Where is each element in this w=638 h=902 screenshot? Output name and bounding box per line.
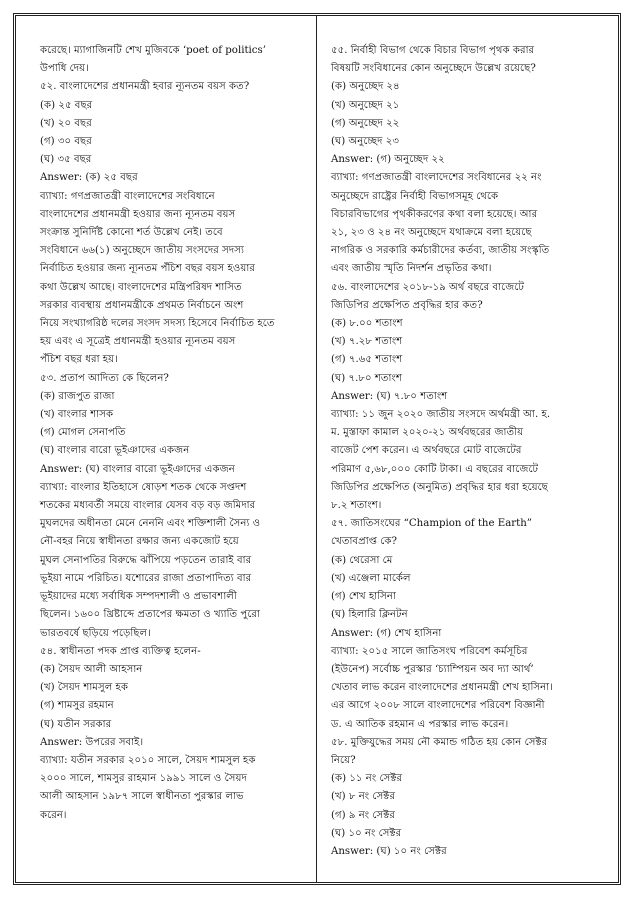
right-text-line: (ক) ৮.০০ শতাংশ: [331, 318, 403, 330]
left-text-line: কথা উল্লেখ আছে। বাংলাদেশের মন্ত্রিপরিষদ শাসিত: [40, 281, 242, 293]
right-column: [317, 16, 618, 882]
right-text-line: (খ) এঞ্জেলা মার্কেল: [331, 572, 411, 584]
right-text-line: অনুচ্ছেদে রাষ্ট্রের নির্বাহী বিভাগসমূহ থেকে: [331, 190, 499, 202]
left-text-line: পঁচিশ বছর ধরা হয়।: [40, 354, 118, 366]
right-text-line: (ঘ) ৭.৮০ শতাংশ: [331, 372, 402, 384]
left-text-line: ৫৪. স্বাধীনতা পদক প্রাপ্ত ব্যক্তিত্ব হলেন-: [40, 645, 201, 657]
left-text-line: Answer: (ঘ) বাংলার বারো ভূইঞাদের একজন: [40, 463, 235, 475]
right-text-line: ৫৫. নির্বাহী বিভাগ থেকে বিচার বিভাগ পৃথক করার: [331, 45, 535, 56]
right-text-line: Answer: (গ) শেখ হাসিনা: [331, 627, 442, 639]
left-text-line: উপাধি দেয়।: [40, 63, 89, 75]
right-text-line: (ক) ১১ নং সেক্টর: [331, 773, 403, 785]
left-text-line: (ক) রাজপুত রাজা: [40, 390, 115, 402]
right-text-line: ২১, ২৩ ও ২৪ নং অনুচ্ছেদে যথাক্রমে বলা হয়েছে: [331, 227, 532, 239]
left-text-line: হয় এবং এ সূত্রেই প্রধানমন্ত্রী হওয়ার ন্যূনতম বয়স: [40, 336, 236, 348]
left-text-line: নির্বাচিত হওয়ার জন্য ন্যূনতম পঁচিশ বছর বয়স হওয়ার: [40, 263, 255, 275]
left-column: [16, 16, 317, 882]
left-text-line: (খ) বাংলার শাসক: [40, 409, 114, 421]
right-text-line: নাগরিক ও সরকারি কর্মচারীদের কর্তব্য, জাতীয় সংস্কৃতি: [331, 245, 550, 257]
left-text-line: (খ) ২০ বছর: [40, 117, 92, 129]
left-text-line: (ক) ২৫ বছর: [40, 99, 93, 111]
left-text-line: সংক্রান্ত সুনির্দিষ্ট কোনো শর্ত উল্লেখ নেই। তবে: [40, 227, 223, 239]
left-text-line: ছিলেন। ১৬০০ খ্রিষ্টাব্দে প্রতাপের ক্ষমতা ও খ্যাতি পুরো: [40, 609, 260, 621]
right-text-line: Answer: (ঘ) ৭.৮০ শতাংশ: [331, 390, 448, 402]
page-border: [13, 13, 621, 885]
right-text-line: ৮.২ শতাংশ।: [331, 500, 382, 512]
right-text-line: বাজেট পেশ করেন। এ অর্থবছরে মোট বাজেটের: [331, 445, 522, 457]
right-text-line: ৫৭. জাতিসংঘের “Champion of the Earth”: [331, 518, 533, 530]
right-text-line: জিডিপির প্রক্ষেপিত (অনুমিত) প্রবৃদ্ধির হার ধরা হয়েছে: [331, 481, 548, 493]
right-text-line: (গ) শেখ হাসিনা: [331, 591, 396, 603]
right-text-line: বিচারবিভাগের পৃথকীকরণের কথা বলা হয়েছে। আর: [331, 208, 538, 220]
right-text-line: ড. এ আতিক রহমান এ পরস্কার লাভ করেন।: [331, 718, 509, 730]
left-text-line: মুঘল সেনাপতির বিরুদ্ধে ঝাঁপিয়ে পড়তেন তারাই বার: [40, 554, 252, 566]
right-text-line: ম. মুস্তাফা কামাল ২০২০-২১ অর্থবছরের জাতীয়: [331, 427, 524, 439]
right-text-line: (খ) ৭.২৮ শতাংশ: [331, 336, 403, 348]
left-text-line: বাংলাদেশের প্রধানমন্ত্রী হওয়ার জন্য ন্যূনতম বয়স: [40, 208, 236, 220]
left-text-line: ব্যাখ্যা: গণপ্রজাতন্ত্রী বাংলাদেশের সংবিধানে: [40, 190, 215, 202]
left-text-line: ৫২. বাংলাদেশের প্রধানমন্ত্রী হবার ন্যূনতম বয়স কত?: [40, 81, 250, 93]
right-text-line: নিয়ে?: [331, 754, 356, 766]
left-text-line: সরকার ব্যবস্থায় প্রধানমন্ত্রীকে প্রথমত নির্বাচনে অংশ: [40, 299, 244, 311]
left-text-line: (ঘ) যতীন সরকার: [40, 718, 112, 730]
right-text-line: (ঘ) ১০ নং সেক্টর: [331, 827, 402, 839]
left-text-line: Answer: উপরের সবাই।: [40, 736, 144, 748]
right-text-line: খেতাব লাভ করেন বাংলাদেশের প্রধানমন্ত্রী শেখ হাসিনা।: [331, 682, 553, 694]
right-text-line: (ক) অনুচ্ছেদ ২৪: [331, 81, 400, 93]
left-text-line: (গ) মোগল সেনাপতি: [40, 427, 126, 439]
left-text-line: (ঘ) বাংলার বারো ভূইঞাদের একজন: [40, 445, 190, 457]
right-text-line: ব্যাখ্যা: ১১ জুন ২০২০ জাতীয় সংসদে অর্থমন্ত্রী আ. হ.: [331, 409, 551, 421]
right-text-line: খেতাবপ্রাপ্ত কে?: [331, 536, 397, 548]
left-text-line: ভারতবর্ষে ছড়িয়ে পড়েছিল।: [40, 627, 151, 639]
right-text-line: (গ) অনুচ্ছেদ ২২: [331, 117, 400, 129]
right-text-line: (ক) থেরেসা মে: [331, 554, 393, 566]
left-text-line: (গ) ৩০ বছর: [40, 136, 92, 148]
columns: [16, 16, 618, 882]
left-text-line: নৌ-বহর নিয়ে স্বাধীনতা রক্ষার জন্য একজোট হয়ে: [40, 536, 239, 548]
left-text-line: ভূইয়াদের মধ্যে সর্বাধিক সম্পদশালী ও প্রভাবশালী: [40, 591, 237, 603]
right-text-line: বিষয়টি সংবিধানের কোন অনুচ্ছেদে উল্লেখ রয়েছে?: [331, 63, 536, 75]
right-text-line: (ঘ) অনুচ্ছেদ ২৩: [331, 136, 399, 148]
left-text-line: Answer: (ক) ২৫ বছর: [40, 172, 138, 184]
left-text-line: ব্যাখ্যা: যতীন সরকার ২০১০ সালে, সৈয়দ শামসুল হক: [40, 754, 256, 766]
left-text-line: (ক) সৈয়দ আলী আহসান: [40, 663, 143, 675]
left-text-line: শতকের মধ্যবর্তী সময়ে বাংলার যেসব বড় বড় জমিদার: [40, 500, 256, 512]
right-text-line: ব্যাখ্যা: ২০১৫ সালে জাতিসংঘ পরিবেশ কর্মসূচির: [331, 645, 528, 657]
right-text-line: (গ) ৯ নং সেক্টর: [331, 809, 396, 821]
left-text-line: মুঘলদের অধীনতা মেনে নেননি এবং শক্তিশালী সৈন্য ও: [40, 518, 261, 530]
right-text-line: (ইউনেপ) সর্বোচ্চ পুরস্কার ‘চ্যাম্পিয়ন অব দ্যা আর্থ’: [331, 663, 534, 675]
left-text-line: (খ) সৈয়দ শামসুল হক: [40, 682, 128, 694]
left-text-line: (ঘ) ৩৫ বছর: [40, 154, 92, 166]
right-text-line: (ঘ) হিলারি ক্লিনটন: [331, 609, 408, 621]
right-text-line: জিডিপির প্রক্ষেপিত প্রবৃদ্ধির হার কত?: [331, 299, 483, 311]
left-text-line: সংবিধানে ৬৬(১) অনুচ্ছেদে জাতীয় সংসদের সদস্য: [40, 245, 244, 257]
right-text-line: (গ) ৭.৬৫ শতাংশ: [331, 354, 403, 366]
right-text-line: ৫৬. বাংলাদেশের ২০১৮-১৯ অর্থ বছরে বাজেটে: [331, 281, 524, 293]
right-text-line: Answer: (গ) অনুচ্ছেদ ২২: [331, 154, 445, 166]
right-text-line: এর আগে ২০০৮ সালে বাংলাদেশের পরিবেশ বিজ্ঞানী: [331, 700, 545, 712]
right-text-line: ব্যাখ্যা: গণপ্রজাতন্ত্রী বাংলাদেশের সংবিধানের ২২ নং: [331, 172, 542, 184]
left-text-line: করেছে। ম্যাগাজিনটি শেখ মুজিবকে ‘poet of politics’: [40, 45, 266, 56]
right-text-line: (খ) ৮ নং সেক্টর: [331, 791, 396, 803]
right-text-line: Answer: (ঘ) ১০ নং সেক্টর: [331, 845, 447, 857]
left-text-line: আলী আহসান ১৯৮৭ সালে স্বাধীনতা পুরস্কার লাভ: [40, 791, 244, 803]
right-text-line: ৫৮. মুক্তিযুদ্ধের সময় নৌ কমান্ড গঠিত হয় কোন সেক্টর: [331, 736, 548, 748]
left-text-line: ২০০০ সালে, শামসুর রাহমান ১৯৯১ সালে ও সৈয়দ: [40, 773, 247, 785]
right-text-line: এবং জাতীয় স্মৃতি নিদর্শন প্রভৃতির কথা।: [331, 263, 492, 275]
left-text-line: (গ) শামসুর রহমান: [40, 700, 114, 712]
left-text-line: করেন।: [40, 809, 67, 821]
left-text-line: ভূইয়া নামে পরিচিত। যশোরের রাজা প্রতাপাদিত্য বার: [40, 572, 252, 584]
left-text-line: ৫৩. প্রতাপ আদিত্য কে ছিলেন?: [40, 372, 169, 384]
left-text-line: নিয়ে সংখ্যাগরিষ্ঠ দলের সংসদ সদস্য হিসেবে নির্বাচিত হতে: [40, 318, 275, 330]
left-text-line: ব্যাখ্যা: বাংলার ইতিহাসে ষোড়শ শতক থেকে সপ্তদশ: [40, 481, 247, 493]
right-text-line: পরিমাণ ৫,৬৮,০০০ কোটি টাকা। এ বছরের বাজেটে: [331, 463, 539, 475]
right-text-line: (খ) অনুচ্ছেদ ২১: [331, 99, 400, 111]
